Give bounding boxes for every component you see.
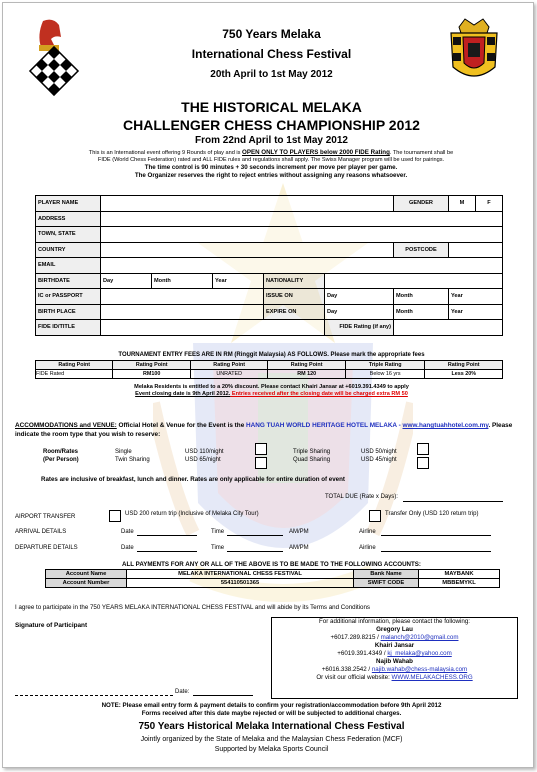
festival-dates: 20th April to 1st May 2012 bbox=[210, 69, 333, 80]
accommodation-text bbox=[15, 421, 525, 439]
account-name-label: Account Name bbox=[46, 570, 127, 579]
issue-year-field[interactable]: Year bbox=[449, 289, 503, 305]
signature-label: Signature of Participant bbox=[15, 622, 88, 629]
per-person-label: (Per Person) bbox=[43, 457, 79, 463]
website-prompt: Or visit our official website: bbox=[316, 674, 392, 681]
championship-title-1: THE HISTORICAL MELAKA bbox=[181, 99, 362, 115]
contact-phone-1: +6017.289.8215 / bbox=[330, 634, 381, 641]
intro-text bbox=[13, 149, 529, 180]
nationality-field[interactable] bbox=[325, 273, 503, 289]
expire-day-field[interactable]: Day bbox=[325, 304, 394, 320]
contact-intro: For additional information, please contact the following: bbox=[319, 618, 470, 625]
fees-head-cell: Rating Point bbox=[113, 361, 190, 370]
gender-m-option[interactable]: M bbox=[449, 196, 476, 212]
email-label: EMAIL bbox=[36, 258, 101, 274]
intro-rating-limit: OPEN ONLY TO PLAYERS below 2000 FIDE Rating bbox=[242, 149, 390, 156]
contact-line-2 bbox=[272, 650, 517, 658]
player-name-label: PLAYER NAME bbox=[36, 196, 101, 212]
usd200-option-label: USD 200 return trip (Inclusive of Melaka City Tour) bbox=[125, 511, 259, 517]
signature-field[interactable] bbox=[15, 695, 173, 696]
arrival-time-field[interactable] bbox=[227, 535, 283, 536]
closing-date-note: Event closing date is 9th April 2012. bbox=[135, 391, 231, 397]
entry-fees-table bbox=[35, 360, 503, 379]
contact-name-3: Najib Wahab bbox=[376, 658, 413, 665]
footer-note-2: Forms received after this date maybe rejected or will be subjected to additional charges. bbox=[141, 710, 402, 717]
contact-email-1[interactable]: malanch@2010@gmail.com bbox=[380, 634, 459, 641]
contact-website-line bbox=[272, 674, 517, 682]
swift-code-value: MBBEMYKL bbox=[419, 579, 500, 588]
issue-month-field[interactable]: Month bbox=[394, 289, 449, 305]
entry-form-page bbox=[2, 2, 534, 768]
contact-email-2[interactable]: kj_melaka@yahoo.com bbox=[387, 650, 452, 657]
bank-name-value: MAYBANK bbox=[419, 570, 500, 579]
arrival-date-label: Date bbox=[121, 529, 134, 535]
intro-text-1: This is an International event offering 9 Rounds of play and is bbox=[88, 150, 242, 156]
contact-line-1 bbox=[272, 634, 517, 642]
account-name-value: MELAKA INTERNATIONAL CHESS FESTIVAL bbox=[127, 570, 354, 579]
quad-sharing-label: Quad Sharing bbox=[293, 457, 331, 463]
single-room-checkbox[interactable] bbox=[255, 443, 267, 455]
fide-id-label: FIDE ID/TITLE bbox=[36, 320, 101, 336]
single-rate: USD 110/night bbox=[185, 449, 224, 455]
arrival-airline-field[interactable] bbox=[381, 535, 491, 536]
hotel-name: HANG TUAH WORLD HERITAGE HOTEL MELAKA - bbox=[246, 422, 403, 429]
fee-fide-rated[interactable]: FIDE Rated bbox=[36, 370, 113, 379]
total-due-field[interactable] bbox=[403, 501, 503, 502]
arrival-date-field[interactable] bbox=[137, 535, 197, 536]
birth-place-label: BIRTH PLACE bbox=[36, 304, 101, 320]
postcode-label: POSTCODE bbox=[394, 242, 449, 258]
expire-month-field[interactable]: Month bbox=[394, 304, 449, 320]
date-label: Date: bbox=[175, 689, 190, 695]
intro-time-control: The time control is 90 minutes + 30 seconds increment per move per player per game. bbox=[144, 164, 398, 171]
quad-room-checkbox[interactable] bbox=[417, 457, 429, 469]
contact-line-3 bbox=[272, 666, 517, 674]
intro-fide-rules: FIDE (World Chess Federation) rated and ALL FIDE rules and regulations shall apply. The Swiss Manager program will be used for pairings. bbox=[97, 157, 445, 163]
championship-title-2: CHALLENGER CHESS CHAMPIONSHIP 2012 bbox=[123, 117, 420, 133]
address-field[interactable] bbox=[101, 211, 503, 227]
issue-on-label: ISSUE ON bbox=[264, 289, 325, 305]
intro-organizer-note: The Organizer reserves the right to reject entries without assigning any reasons whatsoever. bbox=[134, 172, 408, 179]
quad-rate: USD 45/night bbox=[361, 457, 397, 463]
fees-head-cell: Rating Point bbox=[36, 361, 113, 370]
accommodation-text-2: . Please indicate the room type that you wish to reserve: bbox=[15, 422, 513, 438]
resident-discount-note: Melaka Residents is entitled to a 20% discount. Please contact Khairi Jansar at +6019.391.4349 to apply bbox=[134, 384, 409, 390]
payment-accounts-table bbox=[45, 569, 500, 588]
departure-airline-label: Airline bbox=[359, 545, 376, 551]
footer-note-1: NOTE: Please email entry form & payment details to confirm your registration/accommodation before 9th April 2012 bbox=[101, 702, 442, 709]
championship-dates: From 22nd April to 1st May 2012 bbox=[194, 135, 348, 146]
footer-organizers: Jointly organized by the State of Melaka and the Malaysian Chess Federation (MCF) bbox=[140, 736, 403, 743]
gender-f-option[interactable]: F bbox=[476, 196, 503, 212]
twin-room-checkbox[interactable] bbox=[255, 457, 267, 469]
town-state-field[interactable] bbox=[101, 227, 503, 243]
arrival-airline-label: Airline bbox=[359, 529, 376, 535]
accommodation-text-1: Official Hotel & Venue for the Event is the bbox=[116, 422, 247, 429]
fees-head-cell: Triple Rating bbox=[345, 361, 425, 370]
departure-airline-field[interactable] bbox=[381, 551, 491, 552]
transfer-only-label: Transfer Only (USD 120 return trip) bbox=[385, 511, 479, 517]
single-label: Single bbox=[115, 449, 132, 455]
fees-head-cell: Rating Point bbox=[268, 361, 345, 370]
departure-time-label: Time bbox=[211, 545, 225, 551]
birthdate-day-field[interactable]: Day bbox=[101, 273, 152, 289]
departure-date-label: Date bbox=[121, 545, 134, 551]
issue-day-field[interactable]: Day bbox=[325, 289, 394, 305]
fee-below-16[interactable]: Below 16 yrs bbox=[345, 370, 425, 379]
room-rates-label: Room/Rates bbox=[43, 449, 79, 455]
departure-date-field[interactable] bbox=[137, 551, 197, 552]
expire-on-label: EXPIRE ON bbox=[264, 304, 325, 320]
agreement-text: I agree to participate in the 750 YEARS MELAKA INTERNATIONAL CHESS FESTIVAL and will abide by its Terms and Conditions bbox=[15, 604, 371, 611]
player-details-form bbox=[35, 195, 503, 336]
intro-text-2: . The tournament shall be bbox=[389, 150, 454, 156]
contact-phone-3: +6016.338.2542 / bbox=[321, 666, 372, 673]
expire-year-field[interactable]: Year bbox=[449, 304, 503, 320]
birthdate-month-field[interactable]: Month bbox=[152, 273, 213, 289]
website-link[interactable]: WWW.MELAKACHESS.ORG bbox=[391, 674, 473, 681]
hotel-website-link[interactable]: www.hangtuahhotel.com.my bbox=[402, 422, 489, 429]
country-label: COUNTRY bbox=[36, 242, 101, 258]
late-entry-note: Entries received after the closing date will be charged extra RM 50 bbox=[230, 391, 408, 397]
arrival-time-label: Time bbox=[211, 529, 225, 535]
fee-notes bbox=[3, 384, 537, 398]
player-name-field[interactable] bbox=[101, 196, 394, 212]
postcode-field[interactable] bbox=[449, 242, 503, 258]
airport-transfer-label: AIRPORT TRANSFER bbox=[15, 514, 76, 520]
swift-code-label: SWIFT CODE bbox=[354, 579, 419, 588]
arrival-details-label: ARRIVAL DETAILS bbox=[15, 529, 67, 535]
twin-rate: USD 65/night bbox=[185, 457, 221, 463]
fee-unrated[interactable]: UNRATED bbox=[190, 370, 267, 379]
contact-email-3[interactable]: najib.wahab@chess-malaysia.com bbox=[371, 666, 468, 673]
transfer-only-checkbox[interactable] bbox=[369, 510, 381, 522]
airport-usd200-checkbox[interactable] bbox=[109, 510, 121, 522]
birth-place-field[interactable] bbox=[101, 304, 264, 320]
departure-ampm[interactable]: AM/PM bbox=[289, 545, 309, 551]
departure-details-label: DEPARTURE DETAILS bbox=[15, 545, 78, 551]
accommodation-heading: ACCOMMODATIONS and VENUE: bbox=[15, 422, 117, 429]
triple-room-checkbox[interactable] bbox=[417, 443, 429, 455]
fide-id-field[interactable] bbox=[101, 320, 325, 336]
footer-supporter: Supported by Melaka Sports Council bbox=[214, 746, 329, 753]
contact-phone-2: +6019.391.4349 / bbox=[337, 650, 388, 657]
fee-less-20: Less 20% bbox=[425, 370, 503, 379]
birthdate-label: BIRTHDATE bbox=[36, 273, 101, 289]
payment-title: ALL PAYMENTS FOR ANY OR ALL OF THE ABOVE IS TO BE MADE TO THE FOLLOWING ACCOUNTS: bbox=[122, 561, 421, 568]
festival-name: International Chess Festival bbox=[191, 47, 352, 61]
country-field[interactable] bbox=[101, 242, 394, 258]
fees-head-cell: Rating Point bbox=[425, 361, 503, 370]
departure-time-field[interactable] bbox=[227, 551, 283, 552]
account-number-label: Account Number bbox=[46, 579, 127, 588]
fees-title: TOURNAMENT ENTRY FEES ARE IN RM (Ringgit Malaysia) AS FOLLOWS. Please mark the appropriate fees bbox=[118, 352, 425, 358]
contact-name-2: Khairi Jansar bbox=[374, 642, 415, 649]
triple-rate: USD 50/night bbox=[361, 449, 397, 455]
arrival-ampm[interactable]: AM/PM bbox=[289, 529, 309, 535]
festival-years-title: 750 Years Melaka bbox=[222, 27, 321, 41]
ic-passport-label: IC or PASSPORT bbox=[36, 289, 101, 305]
fide-rating-field[interactable] bbox=[394, 320, 503, 336]
bank-name-label: Bank Name bbox=[354, 570, 419, 579]
contact-name-1: Gregory Lau bbox=[376, 626, 413, 633]
contact-box bbox=[271, 617, 518, 699]
email-field[interactable] bbox=[101, 258, 503, 274]
account-number-value: 554110501365 bbox=[127, 579, 354, 588]
ic-passport-field[interactable] bbox=[101, 289, 264, 305]
fee-rm120: RM 120 bbox=[268, 370, 345, 379]
nationality-label: NATIONALITY bbox=[264, 273, 325, 289]
address-label: ADDRESS bbox=[36, 211, 101, 227]
rates-inclusive-note: Rates are inclusive of breakfast, lunch and dinner. Rates are only applicable for entire duration of event bbox=[41, 476, 345, 483]
footer-title: 750 Years Historical Melaka International Chess Festival bbox=[138, 721, 405, 732]
birthdate-year-field[interactable]: Year bbox=[213, 273, 264, 289]
date-field[interactable] bbox=[193, 695, 253, 696]
gender-label: GENDER bbox=[394, 196, 449, 212]
fees-head-cell: Rating Point bbox=[190, 361, 267, 370]
total-due-label: TOTAL DUE (Rate x Days): bbox=[325, 494, 398, 500]
twin-sharing-label: Twin Sharing bbox=[115, 457, 150, 463]
triple-sharing-label: Triple Sharing bbox=[293, 449, 331, 455]
fee-rm100: RM100 bbox=[113, 370, 190, 379]
fide-rating-label: FIDE Rating (if any) bbox=[325, 320, 394, 336]
town-state-label: TOWN, STATE bbox=[36, 227, 101, 243]
